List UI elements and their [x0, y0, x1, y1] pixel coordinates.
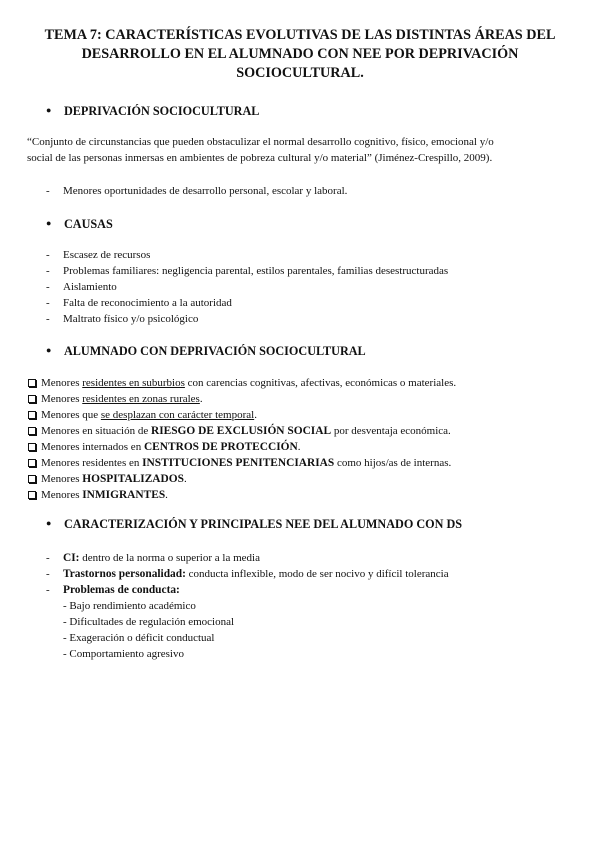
- list-item-sub: - Exageración o déficit conductual: [63, 632, 215, 644]
- list-item: Menores que se desplazan con carácter temporal.: [28, 407, 456, 423]
- title-line: TEMA 7: CARACTERÍSTICAS EVOLUTIVAS DE LAS DISTINTAS ÁREAS DEL: [44, 27, 556, 43]
- list-item-sub: - Bajo rendimiento académico: [63, 600, 196, 612]
- causas-list: [46, 247, 448, 327]
- section-heading-caracterizacion: [46, 517, 462, 532]
- list-item-sub: - Comportamiento agresivo: [63, 648, 184, 660]
- title-line: SOCIOCULTURAL.: [236, 65, 364, 81]
- document-title: [30, 26, 570, 83]
- heading-text: DEPRIVACIÓN SOCIOCULTURAL: [64, 104, 260, 118]
- dash-icon: -: [46, 313, 50, 325]
- section-heading-deprivacion: [46, 104, 259, 119]
- list-item: Menores residentes en zonas rurales.: [28, 391, 456, 407]
- section-heading-causas: [46, 217, 113, 232]
- bullet-icon: ●: [46, 345, 52, 355]
- list-item: - Maltrato físico y/o psicológico: [46, 313, 199, 325]
- list-item: - Aislamiento: [46, 281, 117, 293]
- bullet-icon: ●: [46, 218, 52, 228]
- quote-line: social de las personas inmersas en ambientes de pobreza cultural y/o material” (Jiménez-Crespillo, 2009).: [27, 152, 493, 164]
- list-item: Menores residentes en suburbios con carencias cognitivas, afectivas, económicas o materiales.: [28, 375, 456, 391]
- heading-text: CAUSAS: [64, 217, 113, 231]
- dash-icon: -: [46, 249, 50, 261]
- dash-icon: -: [46, 584, 50, 596]
- alumnado-list: [28, 375, 456, 503]
- list-item: - Problemas familiares: negligencia parental, estilos parentales, familias desestructuradas: [46, 265, 449, 277]
- dash-icon: -: [46, 297, 50, 309]
- list-item: Menores INMIGRANTES.: [28, 487, 456, 503]
- checkbox-square-icon: [28, 491, 36, 499]
- caracterizacion-list: [46, 550, 449, 662]
- list-item-sub: - Dificultades de regulación emocional: [63, 616, 235, 628]
- checkbox-square-icon: [28, 379, 36, 387]
- checkbox-square-icon: [28, 475, 36, 483]
- list-item: - Falta de reconocimiento a la autoridad: [46, 297, 232, 309]
- definition-quote: [27, 134, 577, 166]
- dash-icon: -: [46, 552, 50, 564]
- dash-icon: -: [46, 265, 50, 277]
- dash-icon: -: [46, 281, 50, 293]
- checkbox-square-icon: [28, 411, 36, 419]
- dash-icon: -: [46, 568, 50, 580]
- list-item: - Escasez de recursos: [46, 249, 151, 261]
- heading-text: ALUMNADO CON DEPRIVACIÓN SOCIOCULTURAL: [64, 344, 366, 358]
- checkbox-square-icon: [28, 459, 36, 467]
- heading-text: CARACTERIZACIÓN Y PRINCIPALES NEE DEL ALUMNADO CON DS: [64, 517, 463, 531]
- checkbox-square-icon: [28, 395, 36, 403]
- list-item: - CI: dentro de la norma o superior a la media: [46, 552, 260, 564]
- checkbox-square-icon: [28, 427, 36, 435]
- title-line: DESARROLLO EN EL ALUMNADO CON NEE POR DEPRIVACIÓN: [81, 46, 519, 62]
- checkbox-square-icon: [28, 443, 36, 451]
- list-item: - Trastornos personalidad: conducta inflexible, modo de ser nocivo y difícil tolerancia: [46, 568, 449, 580]
- list-item: Menores internados en CENTROS DE PROTECCIÓN.: [28, 439, 456, 455]
- list-item: - Problemas de conducta:: [46, 584, 180, 596]
- list-item: Menores residentes en INSTITUCIONES PENITENCIARIAS como hijos/as de internas.: [28, 455, 456, 471]
- list-item: Menores en situación de RIESGO DE EXCLUSIÓN SOCIAL por desventaja económica.: [28, 423, 456, 439]
- section-heading-alumnado: [46, 344, 366, 359]
- list-item: - Menores oportunidades de desarrollo personal, escolar y laboral.: [46, 185, 348, 197]
- dash-icon: -: [46, 185, 50, 197]
- bullet-icon: ●: [46, 105, 52, 115]
- bullet-icon: ●: [46, 518, 52, 528]
- quote-line: “Conjunto de circunstancias que pueden obstaculizar el normal desarrollo cognitivo, físico, emocional y/o: [27, 136, 494, 148]
- deprivacion-list: [46, 183, 347, 199]
- list-item: Menores HOSPITALIZADOS.: [28, 471, 456, 487]
